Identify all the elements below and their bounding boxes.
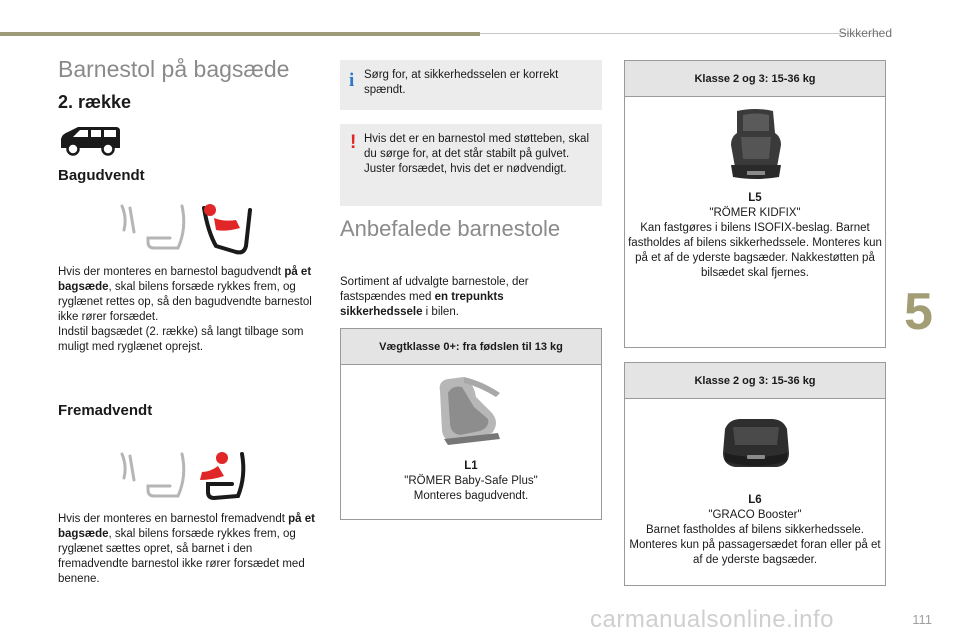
booster-cushion-image (719, 415, 793, 475)
page-number: 111 (912, 612, 932, 627)
warning-note (340, 124, 602, 206)
watermark: carmanualsonline.info (590, 606, 834, 633)
seat-card-body (341, 459, 601, 504)
recommended-heading: Anbefalede barnestole (340, 216, 561, 241)
seat-card-header: Klasse 2 og 3: 15-36 kg (625, 363, 885, 399)
rear-facing-seat-icon (112, 198, 254, 260)
seat-card-l1 (340, 328, 602, 520)
header-bar (0, 32, 480, 36)
seat-card-header: Klasse 2 og 3: 15-36 kg (625, 61, 885, 97)
seat-card-l6 (624, 362, 886, 586)
highback-booster-image (725, 107, 787, 183)
row-subtitle: 2. række (58, 92, 132, 112)
van-icon (58, 124, 124, 156)
seat-code: L6 (748, 494, 762, 506)
seat-code: L1 (464, 460, 478, 472)
warning-text: Hvis det er en barnestol med støtteben, skal du sørge for, at det står stabilt på gulvet. Juster forsædet, hvis det er nødvendigt. (364, 133, 589, 175)
baby-seat-image (434, 373, 508, 449)
info-text: Sørg for, at sikkerhedsselen er korrekt spændt. (364, 69, 559, 96)
forward-facing-seat-icon (112, 446, 254, 506)
seat-description: Kan fastgøres i bilens ISOFIX-beslag. Barnet fastholdes af bilens sikkerhedssele. Monteres kun på et af de yderste bagsæder. Nakkestøtten på bilsædet skal fjernes. (628, 222, 882, 279)
seat-name: "GRACO Booster" (708, 509, 802, 521)
rearward-text: Hvis der monteres en barnestol bagudvendt på et bagsæde, skal bilens forsæde rykkes frem, og ryglænet rettes op, så den bagudvendte barnestol ikke rører forsædet. Indstil bagsædet (2. række) så langt tilbage som muligt med ryglænet oprejst. (58, 266, 312, 353)
chapter-number: 5 (904, 283, 933, 341)
seat-name: "RÖMER Baby-Safe Plus" (404, 475, 538, 487)
seat-description: Barnet fastholdes af bilens sikkerhedssele. Monteres kun på passagersædet foran eller på et af de yderste bagsæder. (629, 524, 881, 566)
seat-description: Monteres bagudvendt. (413, 490, 529, 502)
info-icon: i (349, 70, 355, 91)
seat-card-body (625, 191, 885, 281)
section-label: Sikkerhed (838, 26, 892, 40)
seat-code: L5 (748, 192, 762, 204)
seat-card-header: Vægtklasse 0+: fra fødslen til 13 kg (341, 329, 601, 365)
forward-text: Hvis der monteres en barnestol fremadvendt på et bagsæde, skal bilens forsæde rykkes frem, og ryglænet sættes opret, så barnet i den fremadvendte barnestol ikke rører forsædet med benene. (58, 513, 315, 585)
header-rule (480, 33, 880, 34)
rearward-heading: Bagudvendt (58, 167, 145, 184)
page-title: Barnestol på bagsæde (58, 56, 290, 82)
warning-icon: ! (350, 132, 357, 153)
info-note (340, 60, 602, 110)
forward-heading: Fremadvendt (58, 402, 153, 419)
seat-card-body (625, 493, 885, 568)
seat-name: "RÖMER KIDFIX" (709, 207, 801, 219)
seat-card-l5 (624, 60, 886, 348)
recommended-intro: Sortiment af udvalgte barnestole, der fastspændes med en trepunkts sikkerhedssele i bilen. (340, 276, 529, 318)
